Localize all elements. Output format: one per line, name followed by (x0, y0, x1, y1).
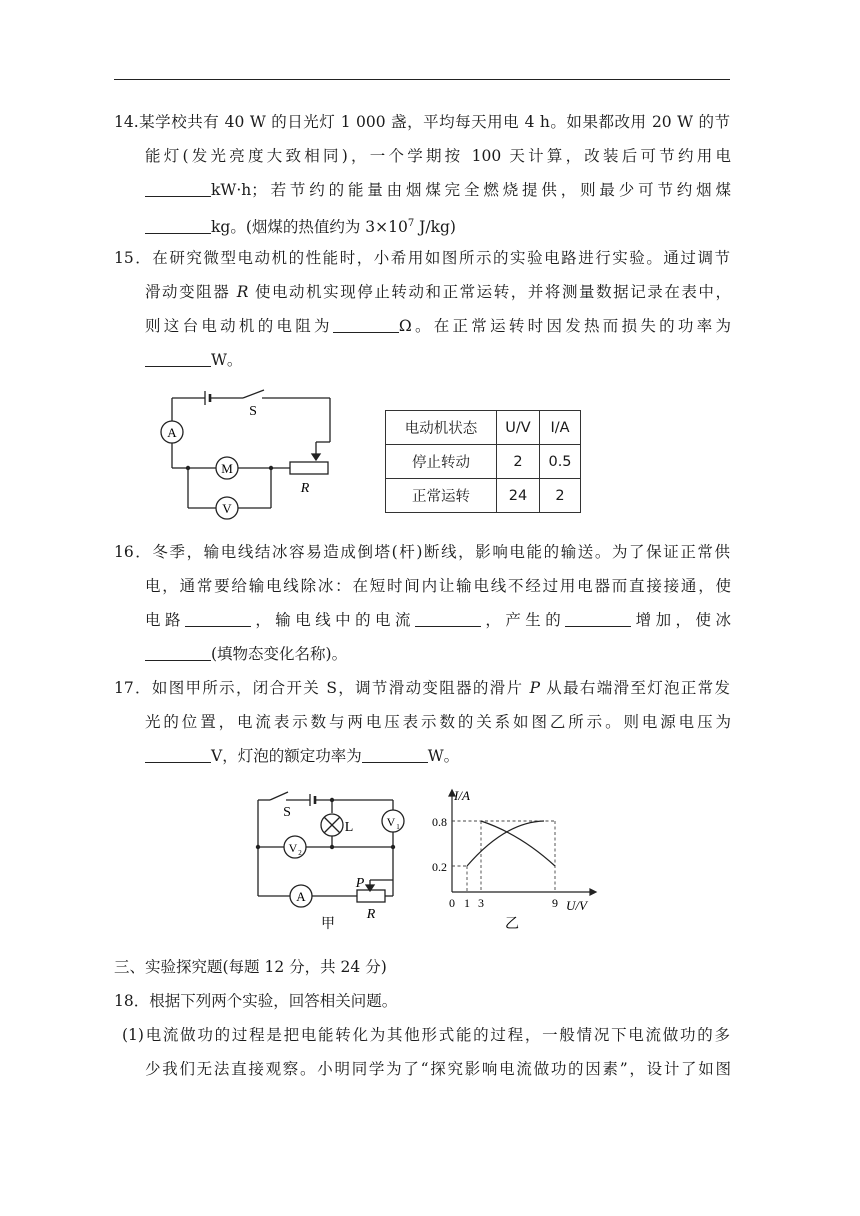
q15-line-3: 则这台电动机的电阻为 Ω。在正常运转时因发热而损失的功率为 (145, 317, 731, 335)
section-heading: 三、实验探究题(每题 12 分，共 24 分) (114, 958, 387, 976)
answer-blank[interactable] (185, 612, 251, 627)
switch-label: S (283, 805, 291, 820)
figure-caption-yi: 乙 (505, 917, 519, 932)
x-tick-label: 0 (449, 896, 455, 910)
table-header-cell: U/V (497, 411, 540, 445)
y-tick-label: 0.2 (432, 860, 447, 874)
y-tick-label: 0.8 (432, 815, 447, 829)
x-tick-label: 9 (552, 896, 558, 910)
v1-subscript: 1 (396, 823, 400, 831)
q15-line-4: W。 (145, 350, 242, 370)
q14-line-1: 14.某学校共有 40 W 的日光灯 1 000 盏，平均每天用电 4 h。如果都改用 20 W 的节 (114, 113, 730, 131)
q16-line-1: 16．冬季，输电线结冰容易造成倒塔(杆)断线，影响电能的输送。为了保证正常供 (114, 543, 730, 561)
q17-iu-graph (420, 784, 600, 936)
q17-line-1: 17．如图甲所示，闭合开关 S，调节滑动变阻器的滑片 P 从最右端滑至灯泡正常发 (114, 679, 730, 697)
table-cell: 2 (497, 445, 540, 479)
answer-blank[interactable] (362, 748, 428, 763)
answer-blank[interactable] (145, 748, 211, 763)
answer-blank[interactable] (145, 219, 211, 234)
table-row (386, 445, 581, 479)
slider-label: P (355, 876, 365, 891)
v1-symbol: V (386, 815, 396, 829)
q14-line-4: kg。(烟煤的热值约为 $3\times 10^7$ J/kg) (145, 214, 456, 237)
q17-line-3: V，灯泡的额定功率为 W。 (145, 746, 459, 766)
q15-line-1: 15．在研究微型电动机的性能时，小希用如图所示的实验电路进行实验。通过调节 (114, 249, 730, 267)
q17-line-2: 光的位置，电流表示数与两电压表示数的关系如图乙所示。则电源电压为 (145, 713, 731, 731)
q14-line-2: 能灯(发光亮度大致相同)，一个学期按 100 天计算，改装后可节约用电 (145, 147, 731, 165)
q15-line-2: 滑动变阻器 R 使电动机实现停止转动和正常运转，并将测量数据记录在表中， (145, 283, 731, 301)
motor-symbol: M (221, 461, 233, 476)
q16-line-2: 电，通常要给输电线除冰：在短时间内让输电线不经过用电器而直接接通，使 (145, 577, 731, 595)
ammeter-symbol: A (296, 889, 306, 904)
x-axis-label: U/V (566, 898, 587, 913)
motor-data-table (385, 410, 581, 513)
q16-line-4: (填物态变化名称)。 (145, 644, 347, 664)
table-cell: 停止转动 (386, 445, 497, 479)
ammeter-symbol: A (167, 425, 177, 440)
answer-blank[interactable] (565, 612, 631, 627)
x-tick-label: 1 (464, 896, 470, 910)
q17-circuit-diagram (250, 784, 420, 936)
q18-line-2: (1)电流做功的过程是把电能转化为其他形式能的过程，一般情况下电流做功的多 (122, 1026, 730, 1044)
v2-symbol: V (288, 841, 298, 855)
answer-blank[interactable] (333, 318, 399, 333)
q16-line-3: 电路 ，输电线中的电流 ，产生的 增加，使冰 (145, 611, 731, 629)
table-cell: 24 (497, 479, 540, 513)
table-cell: 0.5 (540, 445, 581, 479)
answer-blank[interactable] (145, 352, 211, 367)
x-tick-label: 3 (478, 896, 484, 910)
table-cell: 2 (540, 479, 581, 513)
v2-subscript: 2 (298, 849, 302, 857)
q18-line-1: 18．根据下列两个实验，回答相关问题。 (114, 992, 398, 1010)
answer-blank[interactable] (145, 646, 211, 661)
switch-label: S (249, 404, 257, 419)
table-row (386, 479, 581, 513)
table-header-cell: I/A (540, 411, 581, 445)
header-rule (114, 79, 730, 80)
lamp-label: L (344, 820, 354, 835)
q18-line-3: 少我们无法直接观察。小明同学为了“探究影响电流做功的因素”，设计了如图 (145, 1060, 731, 1078)
rheostat-label: R (366, 907, 376, 922)
q15-circuit-diagram (150, 380, 350, 530)
answer-blank[interactable] (145, 182, 211, 197)
answer-blank[interactable] (415, 612, 481, 627)
figure-caption-jia: 甲 (321, 917, 335, 932)
table-header-row (386, 411, 581, 445)
q14-line-3: kW·h；若节约的能量由烟煤完全燃烧提供，则最少可节约烟煤 (145, 180, 731, 200)
table-cell: 正常运转 (386, 479, 497, 513)
y-axis-label: I/A (454, 788, 470, 803)
voltmeter-symbol: V (222, 501, 232, 516)
rheostat-label: R (300, 481, 310, 496)
table-header-cell: 电动机状态 (386, 411, 497, 445)
